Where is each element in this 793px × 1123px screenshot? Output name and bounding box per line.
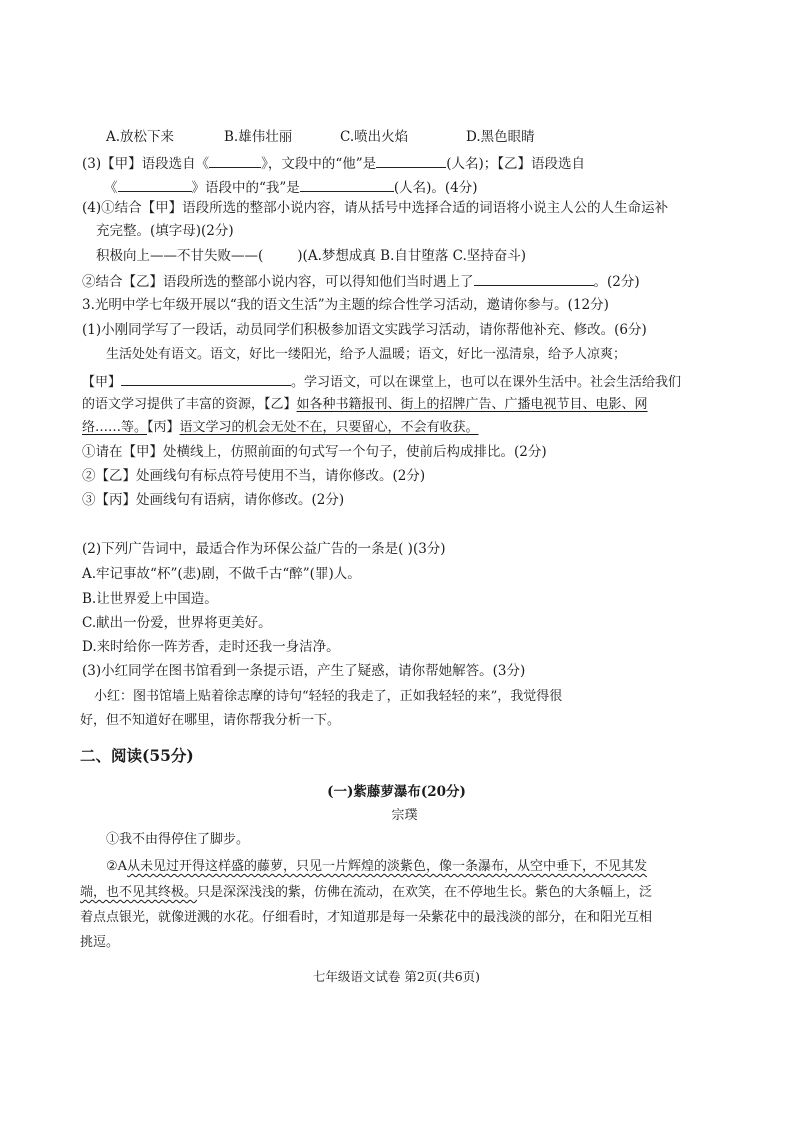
q5-title: 3.光明中学七年级开展以“我的语文生活”为主题的综合性学习活动，邀请你参与。(12分) xyxy=(82,297,609,313)
xiaohong-line2: 好，但不知道好在哪里，请你帮我分析一下。 xyxy=(80,713,341,728)
marker-jia: 【甲】 xyxy=(82,375,122,390)
q5-3: (3)小红同学在图书馆看到一条提示语，产生了疑惑，请你帮她解答。(3分) xyxy=(82,663,526,679)
answer-blank[interactable] xyxy=(474,271,594,286)
option-b: B.雄伟壮丽 xyxy=(224,129,293,145)
q5-2: (2)下列广告词中，最适合作为环保公益广告的一条是( )(3分) xyxy=(82,541,446,557)
q4-text: 。(2分) xyxy=(593,274,640,290)
q3-text: 《 xyxy=(104,180,118,196)
passage-line3 xyxy=(82,396,648,414)
sub-question-2: ②【乙】处画线句有标点符号使用不当，请你修改。(2分) xyxy=(82,468,426,484)
q3-text: (人名)。(4分) xyxy=(393,180,478,196)
passage-line4 xyxy=(82,419,479,437)
ad-option-c: C.献出一份爱，世界将更美好。 xyxy=(82,615,272,631)
wavy-underlined-sentence: 从未见过开得这样盛的藤萝，只见一片辉煌的淡紫色，像一条瀑布，从空中垂下，不见其发 xyxy=(127,859,648,874)
passage-line2 xyxy=(82,371,681,392)
paragraph-text: 只是深深浅浅的紫，仿佛在流动，在欢笑，在不停地生长。紫色的大条幅上，泛 xyxy=(197,885,653,900)
q3-line2 xyxy=(104,177,477,197)
wavy-underlined-sentence: 端，也不见其终极。 xyxy=(80,885,198,900)
q4-text: )(A.梦想成真 B.自甘堕落 C.坚持奋斗) xyxy=(297,248,527,264)
marker-bing: 【丙】 xyxy=(147,420,180,435)
answer-blank[interactable] xyxy=(118,177,192,192)
xiaohong-line1: 小红：图书馆墙上贴着徐志摩的诗句“轻轻的我走了，正如我轻轻的来”，我觉得很 xyxy=(94,689,563,704)
paragraph-text: ②A xyxy=(106,859,128,874)
q3-text: 》语段中的“我”是 xyxy=(191,180,300,196)
paragraph-2-line1 xyxy=(106,858,647,876)
paragraph-2-line2 xyxy=(80,884,652,902)
answer-blank[interactable] xyxy=(300,177,394,192)
q3-text: 》，文段中的“他”是 xyxy=(261,156,377,172)
option-c: C.喷出火焰 xyxy=(340,129,409,145)
q3-text: (人名)；【乙】语段选自 xyxy=(446,156,585,172)
section-heading: 二、阅读(55分) xyxy=(80,746,194,765)
answer-blank[interactable] xyxy=(209,153,261,168)
q3-line1 xyxy=(82,153,585,173)
underlined-sentence-yi: 络……等。 xyxy=(82,420,148,435)
page-footer: 七年级语文试卷 第2页(共6页) xyxy=(312,969,481,984)
q3-text: (3)【甲】语段选自《 xyxy=(82,156,210,172)
option-a: A.放松下来 xyxy=(106,129,175,145)
q4-line1: (4)①结合【甲】语段所选的整部小说内容，请从括号中选择合适的词语将小说主人公的人生命运补 xyxy=(82,200,669,216)
underlined-sentence-bing: 语文学习的机会无处不在，只要留心，不会有收获。 xyxy=(179,420,479,435)
q4-text: ②结合【乙】语段所选的整部小说内容，可以得知他们当时遇上了 xyxy=(82,274,474,290)
paragraph-1: ①我不由得停住了脚步。 xyxy=(106,832,250,847)
underlined-sentence-yi: 如各种书籍报刊、街上的招牌广告、广播电视节目、电影、网 xyxy=(296,397,648,412)
paragraph-2-line3: 着点点银光，就像迸溅的水花。仔细看时，才知道那是每一朵紫花中的最浅淡的部分，在和阳光互相 xyxy=(80,910,653,925)
q4-text: 积极向上——不甘失败——( xyxy=(96,248,264,264)
passage-line1: 生活处处有语文。语文，好比一缕阳光，给予人温暖；语文，好比一泓清泉，给予人凉爽； xyxy=(106,347,627,362)
ad-option-b: B.让世界爱上中国造。 xyxy=(82,591,218,607)
author: 宗璞 xyxy=(391,808,418,823)
ad-option-d: D.来时给你一阵芳香，走时还我一身洁净。 xyxy=(82,639,340,655)
ad-option-a: A.牢记事故“杯”(悲)剧，不做千古“醉”(罪)人。 xyxy=(82,566,361,582)
q4-line3 xyxy=(96,247,526,265)
reading-title: (一)紫藤萝瀑布(20分) xyxy=(327,784,466,800)
answer-blank[interactable] xyxy=(121,371,291,386)
option-d: D.黑色眼睛 xyxy=(466,129,535,145)
q5-1: (1)小刚同学写了一段话，动员同学们积极参加语文实践学习活动，请你帮他补充、修改。(6分) xyxy=(82,322,647,338)
paragraph-2-line4: 挑逗。 xyxy=(80,935,120,950)
answer-blank[interactable] xyxy=(376,153,446,168)
q4-line4 xyxy=(82,271,640,291)
sub-question-1: ①请在【甲】处横线上，仿照前面的句式写一个句子，使前后构成排比。(2分) xyxy=(82,444,547,460)
sub-question-3: ③【丙】处画线句有语病，请你修改。(2分) xyxy=(82,492,345,508)
passage-text: 的语文学习提供了丰富的资源，【乙】 xyxy=(82,397,297,412)
q4-line2: 充完整。(填字母)(2分) xyxy=(96,223,234,239)
passage-text: 。学习语文，可以在课堂上，也可以在课外生活中。社会生活给我们 xyxy=(291,375,682,390)
q2-options xyxy=(106,128,535,146)
